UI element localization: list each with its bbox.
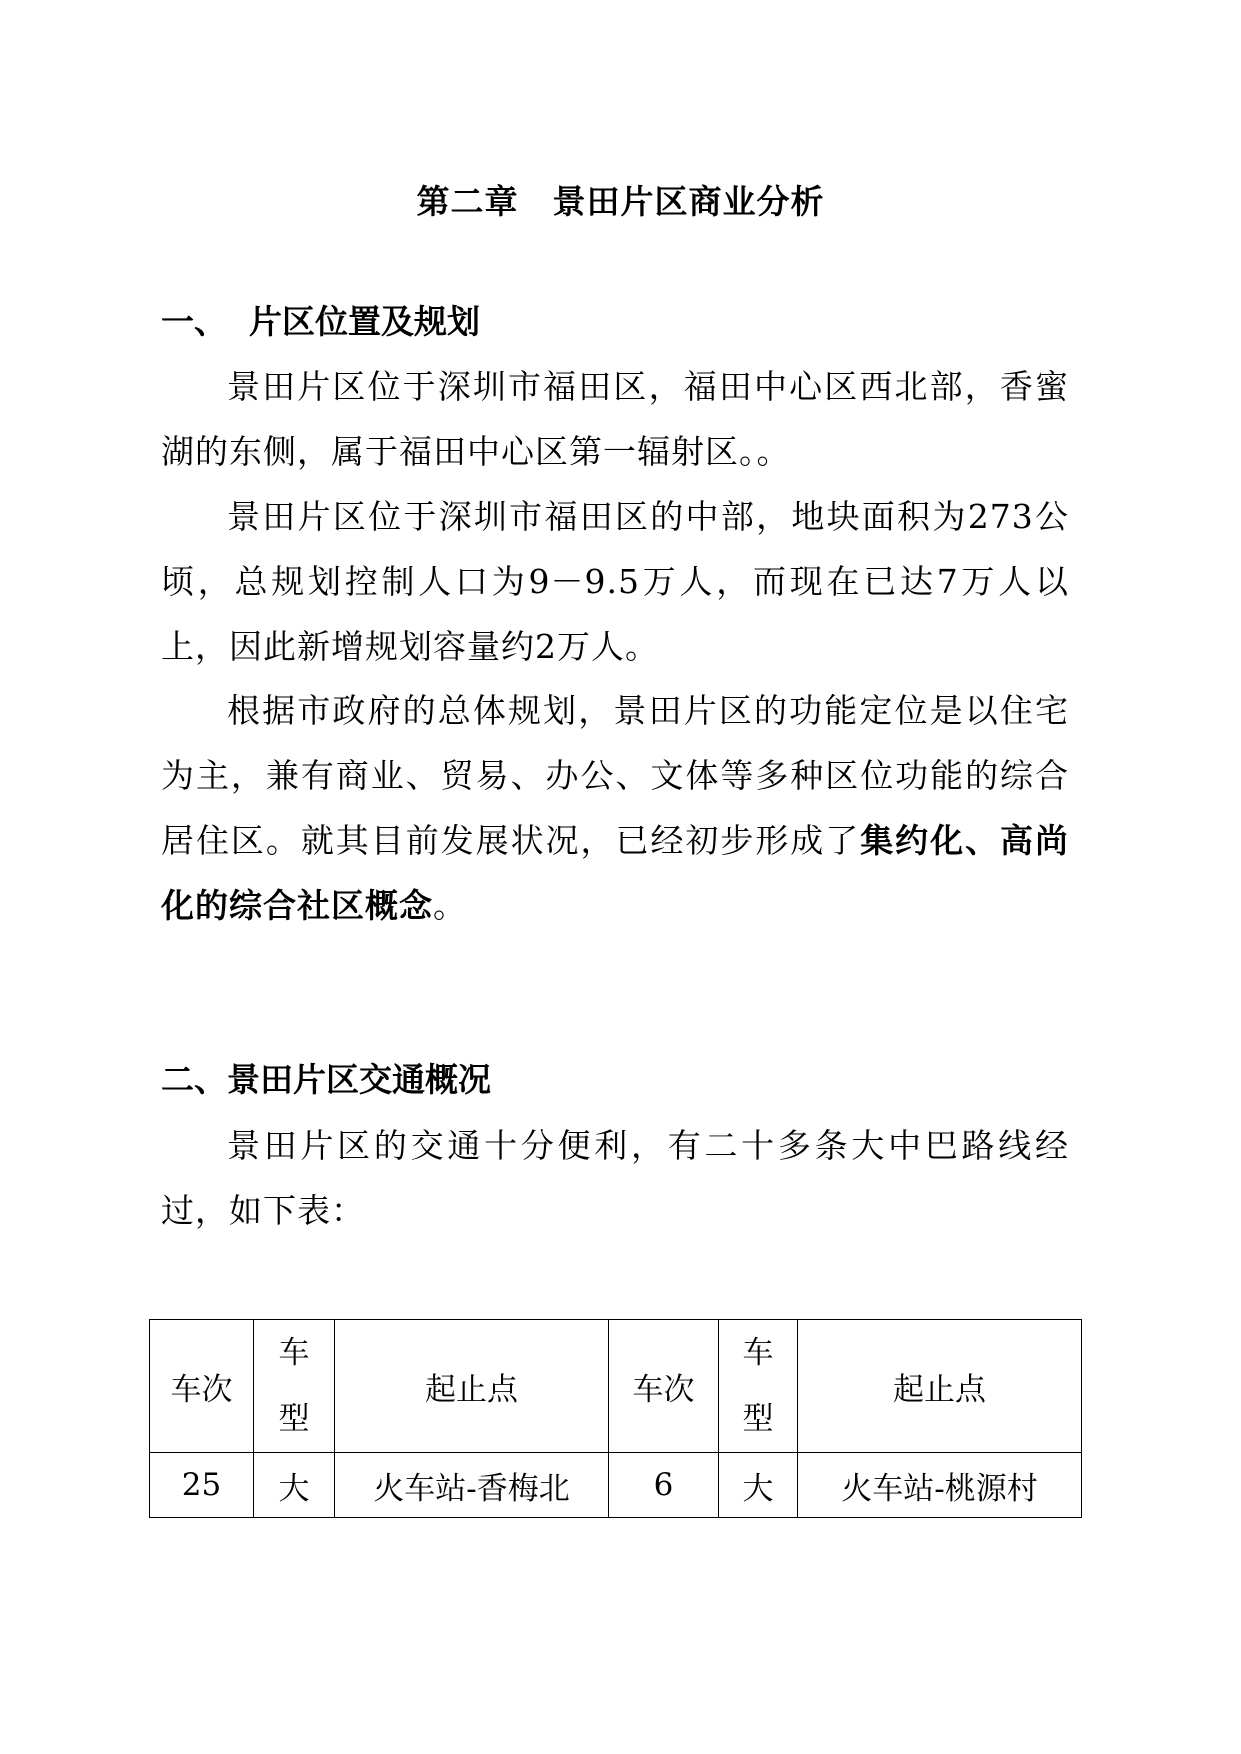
header-type-line1: 车 (742, 1335, 774, 1371)
header-type-line2: 型 (742, 1401, 774, 1437)
cell-endpoints-b: 火车站-桃源村 (798, 1453, 1082, 1518)
table-row (150, 1453, 1082, 1518)
header-type-a (254, 1320, 335, 1453)
cell-type-b: 大 (719, 1453, 798, 1518)
header-endpoints-b: 起止点 (798, 1320, 1082, 1453)
section1-paragraph-3 (161, 678, 1069, 938)
cell-type-a: 大 (254, 1453, 335, 1518)
header-type-line2: 型 (278, 1401, 310, 1437)
cell-route-b: 6 (609, 1453, 719, 1518)
section2-heading: 二、景田片区交通概况 (161, 1060, 491, 1099)
section1-heading (161, 298, 480, 346)
header-type-b (719, 1320, 798, 1453)
table-header-row (150, 1320, 1082, 1453)
chapter-title: 第二章 景田片区商业分析 (416, 182, 825, 221)
paragraph-3-end-text: 。 (433, 886, 467, 925)
header-type-line1: 车 (278, 1335, 310, 1371)
paragraph-3-text: 根据市政府的总体规划，景田片区的功能定位是以住宅为主，兼有商业、贸易、办公、文体等多种区位功能的综合居住区。就其目前发展状况，已经初步形成了 (161, 691, 1069, 860)
section1-title: 片区位置及规划 (249, 302, 480, 341)
cell-route-a: 25 (150, 1453, 254, 1518)
header-route-a: 车次 (150, 1320, 254, 1453)
header-route-b: 车次 (609, 1320, 719, 1453)
cell-endpoints-a: 火车站-香梅北 (335, 1453, 609, 1518)
section1-paragraph-1: 景田片区位于深圳市福田区，福田中心区西北部，香蜜湖的东侧，属于福田中心区第一辐射区。。 (161, 367, 1069, 471)
header-endpoints-a: 起止点 (335, 1320, 609, 1453)
paragraph-3-bold-text: 集约化、高尚化的综合社区概念 (161, 821, 1070, 925)
section1-number: 一、 (161, 302, 227, 341)
section2-paragraph: 景田片区的交通十分便利，有二十多条大中巴路线经过，如下表： (161, 1126, 1069, 1230)
section1-paragraph-2: 景田片区位于深圳市福田区的中部，地块面积为273公顷，总规划控制人口为9－9.5万人，而现在已达7万人以上，因此新增规划容量约2万人。 (161, 497, 1069, 666)
bus-routes-table (149, 1319, 1082, 1518)
